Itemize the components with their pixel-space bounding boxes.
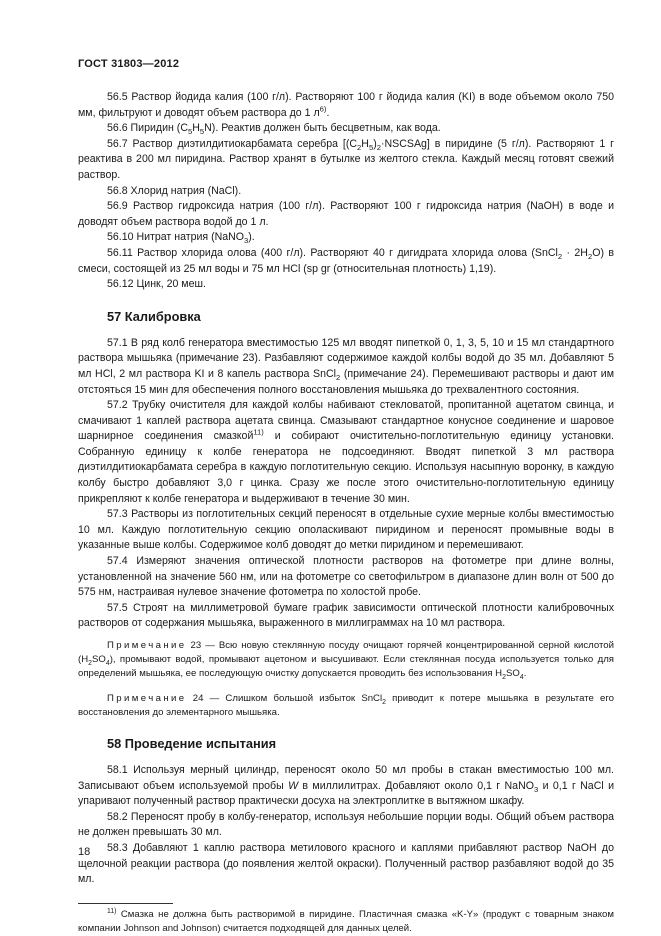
paragraph-56-5: 56.5 Раствор йодида калия (100 г/л). Растворяют 100 г йодида калия (KI) в воде объемом около 750 мм, фильтруют и доводят объем раствора до 1 $л^{6)}$. [78,91,614,119]
paragraph-57-5: 57.5 Строят на миллиметровой бумаге график зависимости оптической плотности калибровочных растворов от содержания мышьяка, выраженного в миллиграммах на 10 мл раствора. [78,601,614,630]
paragraph-56-6: 56.6 Пиридин $(C_5H_5N)$. Реактив должен быть бесцветным, как вода. [107,122,441,137]
page-content [78,90,614,936]
paragraph-56-8: 56.8 Хлорид натрия (NaCl). [107,184,242,197]
note-23: Примечание 23 — Всю новую стеклянную посуду очищают горячей концентрированной серной кислотой $(H_2SO_4)$, промывают водой, промывают ацетоном и высушивают. Если стеклянная посуда используется только для определений мышьяка, ее последующую очистку допускается проводить без использования $H_2SO_4$. [78,640,614,681]
paragraph-56-7: 56.7 Раствор диэтилдитиокарбамата серебра $[(C_2H_5)_2\cdot NSCSAg]$ в пиридине (5 г/л). Растворяют 1 г реактива в 200 мл пиридина. Раствор хранят в бутылке из желтого стекла. Каждый месяц готовят свежий раствор. [78,137,614,181]
paragraph-57-4: 57.4 Измеряют значения оптической плотности растворов на фотометре при длине волны, установленной на значение 560 нм, или на фотометре со светофильтром в диапазоне длин волн от 500 до 575 нм, настраивая нулевое значение фотометра по холостой пробе. [78,555,614,599]
footnote-11: $^{11)}$ Смазка не должна быть растворимой в пиридине. Пластичная смазка «K-Y» (продукт с товарным знаком компании Johnson and Johnson) считается подходящей для данных целей. [78,907,614,934]
paragraph-56-10: 56.10 Нитрат натрия (NaNO$_3$). [107,231,255,246]
footnote-divider [78,903,173,904]
paragraph-57-2: 57.2 Трубку очистителя для каждой колбы набивают стекловатой, пропитанной ацетатом свинца, и смачивают 1 каплей раствора ацетата свинца. Смазывают стандартное конусное соединение и шаровое шарнирное соединения смазкой$^{11)}$ и собирают очистительно-поглотительную единицу установки. Собранную единицу к колбе генератора не подсоединяют. Вводят пипеткой 3 мл раствора диэтилдитиокарбамата серебра в каждую поглотительную секцию. Используя насыпную воронку, в каждую колбу быстро добавляют 3,0 г цинка. Сразу же после этого очистительно-поглотительную единицу прикрепляют к колбе генератора и выдерживают в течение 30 мин. [78,399,614,505]
document-header: ГОСТ 31803—2012 [78,58,180,70]
paragraph-58-2: 58.2 Переносят пробу в колбу-генератор, используя небольшие порции воды. Общий объем раствора не должен превышать 30 мл. [78,810,614,839]
section-58-heading: 58 Проведение испытания [107,736,277,751]
paragraph-56-11: 56.11 Раствор хлорида олова (400 г/л). Растворяют 40 г дигидрата хлорида олова (SnCl$_2$ · $2H_2O$) в смеси, состоящей из 25 мл воды и 75 мл HCl (sp gr (относительная плотность) 1,19). [78,246,614,275]
section-57-heading: 57 Калибровка [107,308,201,324]
paragraph-58-3: 58.3 Добавляют 1 каплю раствора метилового красного и каплями прибавляют раствор NaOH до щелочной реакции раствора (до появления желтой окраски). Полученный раствор разбавляют водой до 35 мл. [78,841,614,886]
paragraph-57-1: 57.1 В ряд колб генератора вместимостью 125 мл вводят пипеткой 0, 1, 3, 5, 10 и 15 мл стандартного раствора мышьяка (примечание 23). Разбавляют содержимое каждой колбы водой до 35 мл. Добавляют 5 мл HCl, 2 мл раствора KI и 8 капель раствора SnCl$_2$ (примечание 24). Перемешивают растворы и дают им отстояться 15 мин для обеспечения полного восстановления мышьяка до трехвалентного состояния. [78,336,614,396]
paragraph-56-12: 56.12 Цинк, 20 меш. [107,278,206,291]
paragraph-57-3: 57.3 Растворы из поглотительных секций переносят в отдельные сухие мерные колбы вместимостью 10 мл. Каждую поглотительную секцию ополаскивают пиридином и переносят промывные воды в указанные выше колбы. Содержимое колб доводят до метки пиридином и перемешивают. [78,508,614,552]
paragraph-56-9: 56.9 Раствор гидроксида натрия (100 г/л). Растворяют 100 г гидроксида натрия (NaOH) в воде и доводят объем раствора водой до 1 л. [78,200,614,228]
note-24: Примечание 24 — Слишком большой избыток SnCl$_2$ приводит к потере мышьяка в результате его восстановления до элементарного мышьяка. [78,693,614,718]
page-number: 18 [78,846,91,858]
paragraph-58-1: 58.1 Используя мерный цилиндр, переносят около 50 мл пробы в стакан вместимостью 100 мл. Записывают объем используемой пробы W в миллилитрах. Добавляют около 0,1 г NaNO$_3$ и 0,1 г NaCl и упаривают полученный раствор практически досуха на электроплитке в вытяжном шкафу. [78,764,614,808]
